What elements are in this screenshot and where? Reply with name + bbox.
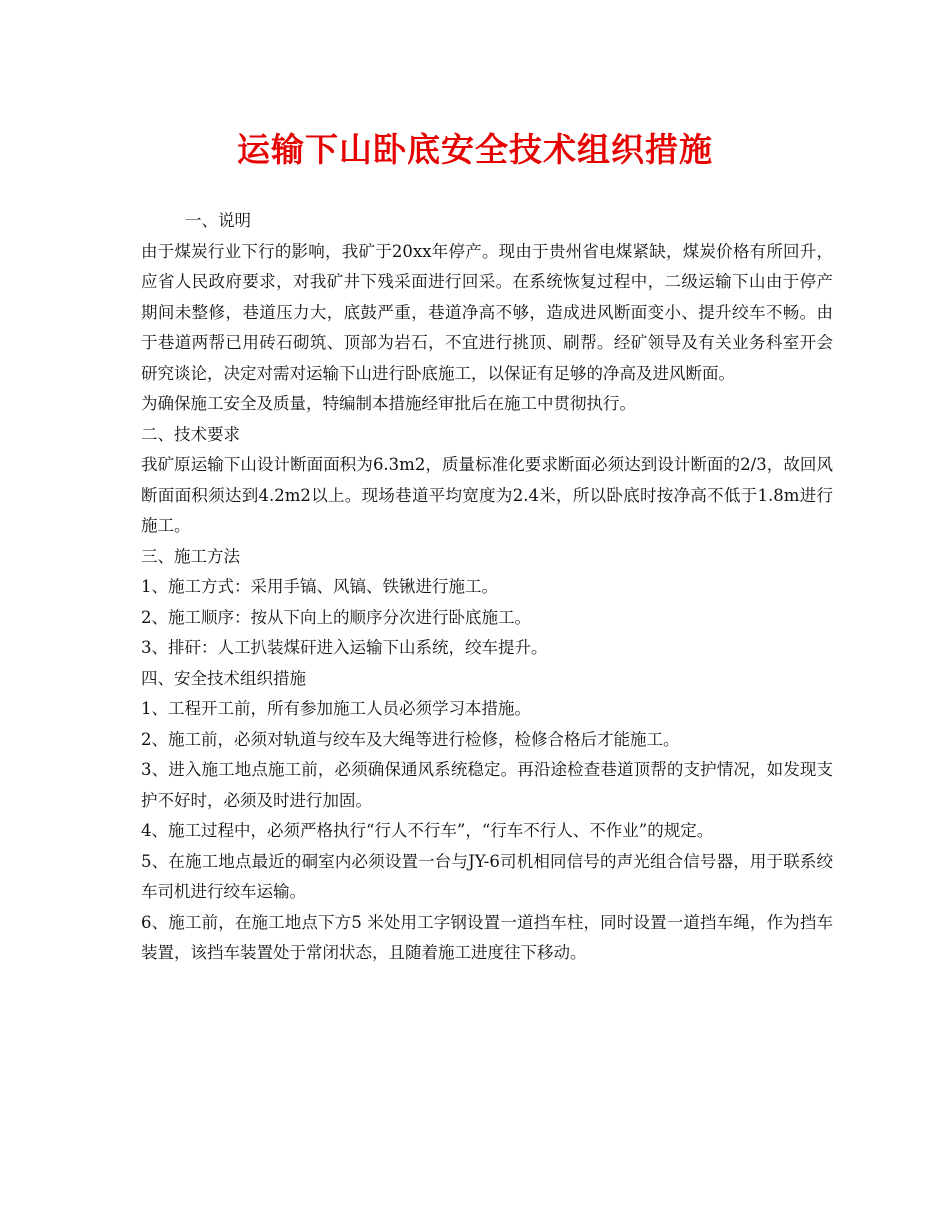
list-item-method-2: 2、施工顺序：按从下向上的顺序分次进行卧底施工。: [141, 607, 531, 627]
list-item-safety-1: 1、工程开工前，所有参加施工人员必须学习本措施。: [141, 699, 531, 718]
list-item-safety-6: 6、施工前，在施工地点下方5 米处用工字钢设置一道挡车柱，同时设置一道挡车绳，作为挡车装置，该挡车装置处于常闭状态，且随着施工进度往下移动。: [141, 912, 833, 962]
section-heading-construction-method: 三、施工方法: [141, 546, 240, 566]
list-item-method-1: 1、施工方式：采用手镐、风镐、铁锹进行施工。: [141, 577, 498, 596]
list-item-safety-5: 5、在施工地点最近的硐室内必须设置一台与JY-6司机相同信号的声光组合信号器，用于联系绞车司机进行绞车运输。: [141, 851, 833, 901]
document-body: [141, 206, 833, 969]
list-item-safety-3: 3、进入施工地点施工前，必须确保通风系统稳定。再沿途检查巷道顶帮的支护情况，如发现支护不好时，必须及时进行加固。: [141, 760, 833, 810]
list-item-method-3: 3、排矸：人工扒装煤矸进入运输下山系统，绞车提升。: [141, 638, 548, 657]
section-heading-technical-requirements: 二、技术要求: [141, 424, 240, 444]
list-item-safety-4: 4、施工过程中，必须严格执行“行人不行车”，“行车不行人、不作业”的规定。: [141, 821, 714, 840]
section-heading-explanation: 一、说明: [185, 211, 251, 230]
paragraph-technical-requirements: 我矿原运输下山设计断面面积为6.3m2，质量标准化要求断面必须达到设计断面的2/3，故回风断面面积须达到4.2m2以上。现场巷道平均宽度为2.4米，所以卧底时按净高不低于1.8m进行施工。: [141, 455, 833, 535]
paragraph-background: 由于煤炭行业下行的影响，我矿于20xx年停产。现由于贵州省电煤紧缺，煤炭价格有所回升，应省人民政府要求，对我矿井下残采面进行回采。在系统恢复过程中，二级运输下山由于停产期间未整修，巷道压力大，底鼓严重，巷道净高不够，造成进风断面变小、提升绞车不畅。由于巷道两帮已用砖石砌筑、顶部为岩石，不宜进行挑顶、刷帮。经矿领导及有关业务科室开会研究谈论，决定对需对运输下山进行卧底施工，以保证有足够的净高及进风断面。: [141, 241, 833, 383]
list-item-safety-2: 2、施工前，必须对轨道与绞车及大绳等进行检修，检修合格后才能施工。: [141, 729, 680, 749]
paragraph-purpose: 为确保施工安全及质量，特编制本措施经审批后在施工中贯彻执行。: [141, 394, 636, 413]
document-title: 运输下山卧底安全技术组织措施: [237, 130, 713, 169]
section-heading-safety-measures: 四、安全技术组织措施: [141, 668, 306, 688]
